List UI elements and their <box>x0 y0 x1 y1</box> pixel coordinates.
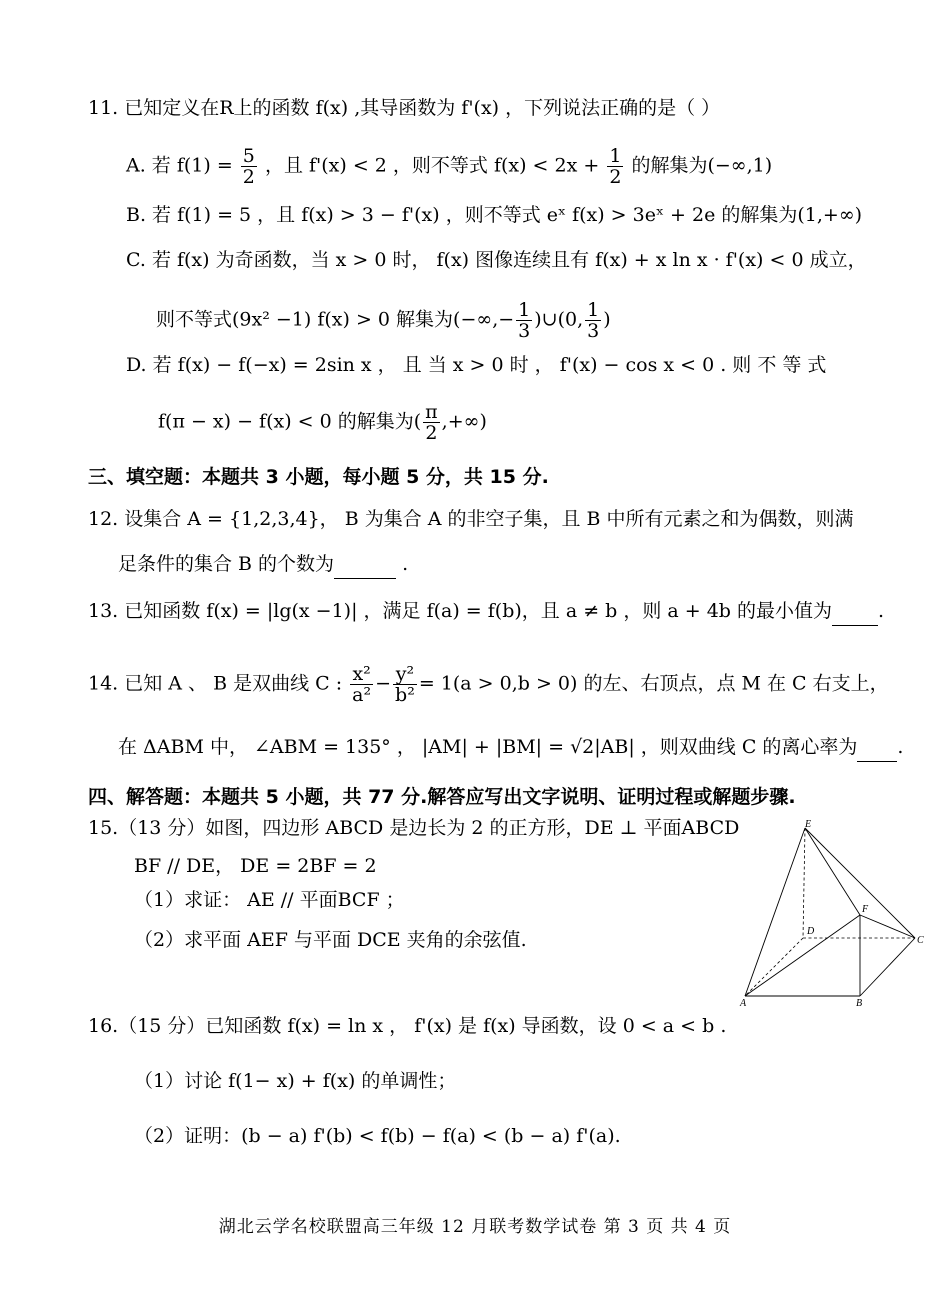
q11-option-d-line1: D. 若 f(x) − f(−x) = 2sin x ， 且 当 x > 0 时 ， f'(x) − cos x < 0 . 则 不 等 式 <box>126 354 827 376</box>
figure-label-f: F <box>862 904 869 915</box>
q12-line1: 12. 设集合 A = {1,2,3,4}， B 为集合 A 的非空子集，且 B 中所有元素之和为偶数，则满 <box>88 508 854 530</box>
q11-a-prefix: A. 若 f(1) = <box>126 154 233 177</box>
q14-line1: 14. 已知 A 、 B 是双曲线 C : $\frac{\text{x²}}{\text{a²}}$ − $\frac{\text{y²}}{\text{b²}}$ = 1(a > 0,b > 0) 的左、右顶点，点 M 在 C 右支上， <box>88 663 889 706</box>
figure-label-c: C <box>917 935 924 946</box>
q14-fraction-x: $\frac{\text{x²}}{\text{a²}}$ <box>352 663 372 706</box>
q15-part1: （1）求证： AE // 平面BCF ； <box>134 889 405 911</box>
q15-line2: BF // DE， DE = 2BF = 2 <box>134 855 377 877</box>
q11-a-middle: ，且 f'(x) < 2 ，则不等式 f(x) < 2x + <box>264 154 600 177</box>
q14-line2: 在 ΔABM 中， ∠ABM = 135° ， |AM| + |BM| = √2|AB| ，则双曲线 C 的离心率为 . <box>118 733 903 762</box>
q16-line1: 16.（15 分）已知函数 f(x) = ln x ， f'(x) 是 f(x) 导函数，设 0 < a < b . <box>88 1015 727 1037</box>
q11-option-c-line1: C. 若 f(x) 为奇函数，当 x > 0 时， f(x) 图像连续且有 f(x) + x ln x · f'(x) < 0 成立， <box>126 249 867 271</box>
figure-label-e: E <box>805 819 812 830</box>
q12-line2: 足条件的集合 B 的个数为 . <box>118 550 408 579</box>
q11-a-fraction2: $\frac{1}{2}$ <box>609 145 622 188</box>
page-footer: 湖北云学名校联盟高三年级 12 月联考数学试卷 第 3 页 共 4 页 <box>218 1217 732 1237</box>
section-4-title: 四、解答题：本题共 5 小题，共 77 分.解答应写出文字说明、证明过程或解题步骤. <box>88 786 796 808</box>
q11-option-a <box>126 146 772 187</box>
q11-a-suffix: 的解集为(−∞,1) <box>631 154 773 177</box>
q11-d-fraction: $\frac{\pi}{2}$ <box>425 401 438 444</box>
figure-label-d: D <box>807 926 815 937</box>
q11-option-c-line2: 则不等式(9x² −1) f(x) > 0 解集为(−∞,− $\frac{1}{3}$ )∪(0, $\frac{1}{3}$ ) <box>156 299 611 342</box>
q11-stem: 11. 已知定义在R上的函数 f(x) ,其导函数为 f'(x) ，下列说法正确的是（ ） <box>88 97 721 119</box>
q11-option-b: B. 若 f(1) = 5 ，且 f(x) > 3 − f'(x) ，则不等式 eˣ f(x) > 3eˣ + 2e 的解集为(1,+∞) <box>126 204 863 226</box>
figure-label-b: B <box>856 998 863 1008</box>
q14-answer-blank <box>857 733 897 762</box>
q11-a-fraction: $\frac{5}{2}$ <box>242 145 255 188</box>
q15-geometry-figure <box>735 818 935 1008</box>
section-3-title: 三、填空题：本题共 3 小题，每小题 5 分，共 15 分. <box>88 466 549 488</box>
q14-fraction-y: $\frac{\text{y²}}{\text{b²}}$ <box>395 663 415 706</box>
q15-part2: （2）求平面 AEF 与平面 DCE 夹角的余弦值. <box>134 929 527 951</box>
q16-part2: （2）证明：(b − a) f'(b) < f(b) − f(a) < (b − a) f'(a). <box>134 1125 621 1147</box>
q15-line1: 15.（13 分）如图，四边形 ABCD 是边长为 2 的正方形，DE ⊥ 平面ABCD <box>88 817 740 839</box>
q11-c-fraction2: $\frac{1}{3}$ <box>587 299 600 342</box>
q11-c-fraction: $\frac{1}{3}$ <box>518 299 531 342</box>
q16-part1: （1）讨论 f(1− x) + f(x) 的单调性； <box>134 1070 457 1092</box>
q11-option-d-line2: f(π − x) − f(x) < 0 的解集为( $\frac{\pi}{2}$ ,+∞) <box>158 401 487 444</box>
q12-answer-blank <box>334 550 396 579</box>
q13-answer-blank <box>832 597 878 626</box>
figure-label-a: A <box>740 998 747 1008</box>
q13-text: 13. 已知函数 f(x) = |lg(x −1)| ，满足 f(a) = f(b)，且 a ≠ b ，则 a + 4b 的最小值为 . <box>88 597 884 626</box>
